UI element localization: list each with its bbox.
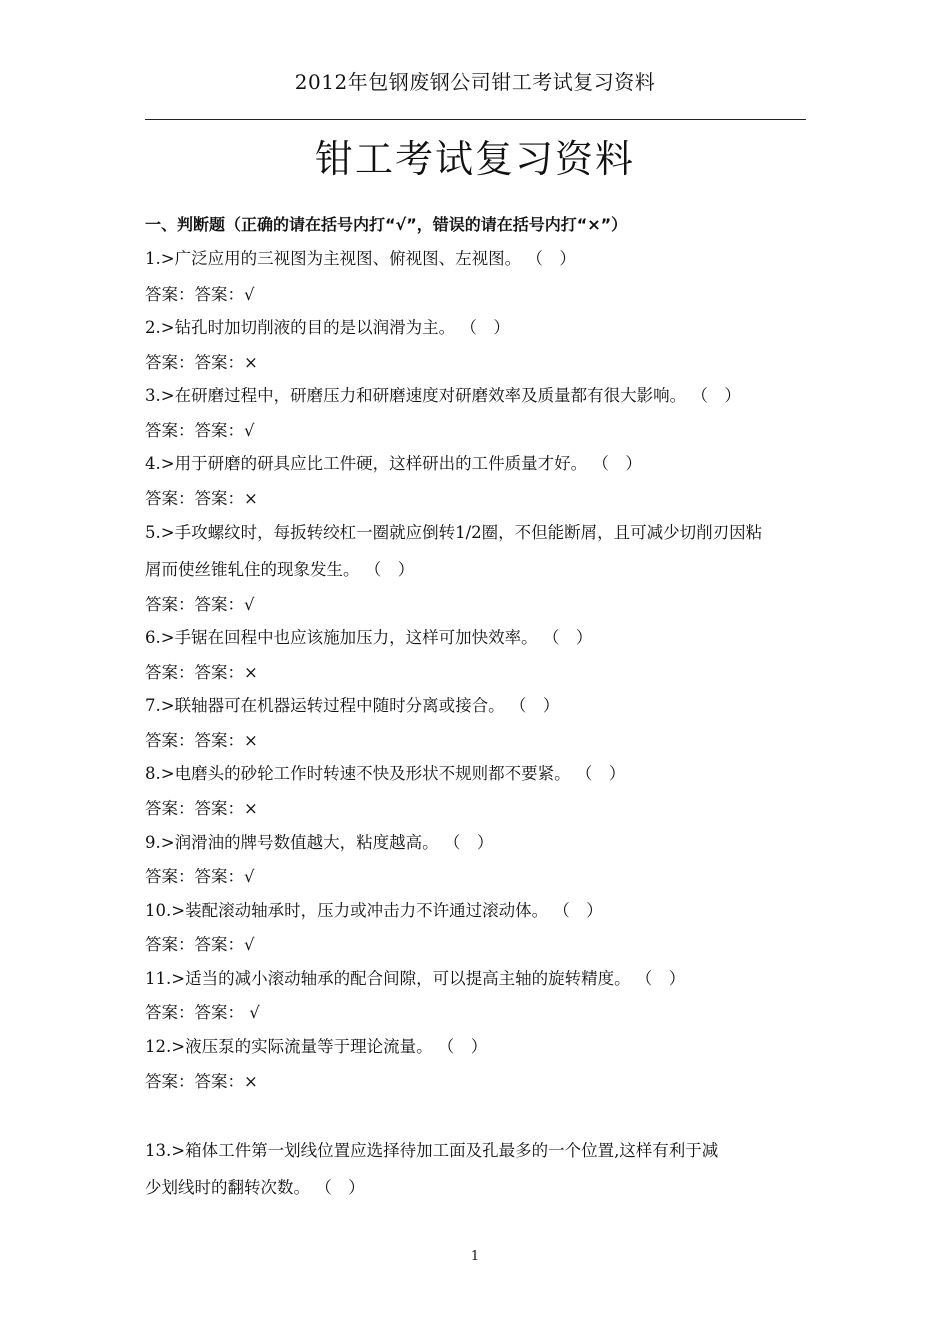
question-line: 5.>手攻螺纹时，每扳转绞杠一圈就应倒转1/2圈，不但能断屑，且可减少切削刃因粘 [145,523,763,542]
answer-line: 答案：答案：√ [145,935,255,954]
answer-line: 答案：答案：√ [145,595,255,614]
page-header: 2012年包钢废钢公司钳工考试复习资料 [294,70,656,94]
answer-line: 答案：答案：× [145,663,258,682]
answer-line: 答案：答案：× [145,731,258,750]
question-line: 8.>电磨头的砂轮工作时转速不快及形状不规则都不要紧。 （ ） [145,764,626,783]
question-line: 11.>适当的减小滚动轴承的配合间隙，可以提高主轴的旋转精度。 （ ） [145,969,686,988]
question-line: 13.>箱体工件第一划线位置应选择待加工面及孔最多的一个位置,这样有利于减 [145,1141,719,1160]
answer-line: 答案：答案：× [145,489,258,508]
question-line: 10.>装配滚动轴承时，压力或冲击力不许通过滚动体。 （ ） [145,901,603,920]
answer-line: 答案：答案：× [145,1072,258,1091]
answer-line: 答案：答案：× [145,799,258,818]
question-line: 7.>联轴器可在机器运转过程中随时分离或接合。 （ ） [145,696,560,715]
section-heading: 一、判断题（正确的请在括号内打“√”，错误的请在括号内打“×”） [145,215,628,234]
question-line-continued: 少划线时的翻转次数。 （ ） [145,1178,365,1197]
question-line: 3.>在研磨过程中，研磨压力和研磨速度对研磨效率及质量都有很大影响。 （ ） [145,386,741,405]
question-line: 9.>润滑油的牌号数值越大，粘度越高。 （ ） [145,833,494,852]
answer-line: 答案：答案： √ [145,1003,260,1022]
page-number: 1 [470,1249,480,1264]
header-rule [145,119,806,120]
document-title: 钳工考试复习资料 [314,137,635,181]
question-line: 12.>液压泵的实际流量等于理论流量。 （ ） [145,1037,488,1056]
question-line: 6.>手锯在回程中也应该施加压力，这样可加快效率。 （ ） [145,628,593,647]
answer-line: 答案：答案：× [145,353,258,372]
question-line-continued: 屑而使丝锥轧住的现象发生。 （ ） [145,560,415,579]
question-line: 4.>用于研磨的研具应比工件硬，这样研出的工件质量才好。 （ ） [145,454,642,473]
answer-line: 答案：答案：√ [145,867,255,886]
question-line: 2.>钻孔时加切削液的目的是以润滑为主。 （ ） [145,318,510,337]
answer-line: 答案：答案：√ [145,285,255,304]
answer-line: 答案：答案：√ [145,421,255,440]
question-line: 1.>广泛应用的三视图为主视图、俯视图、左视图。 （ ） [145,249,576,268]
